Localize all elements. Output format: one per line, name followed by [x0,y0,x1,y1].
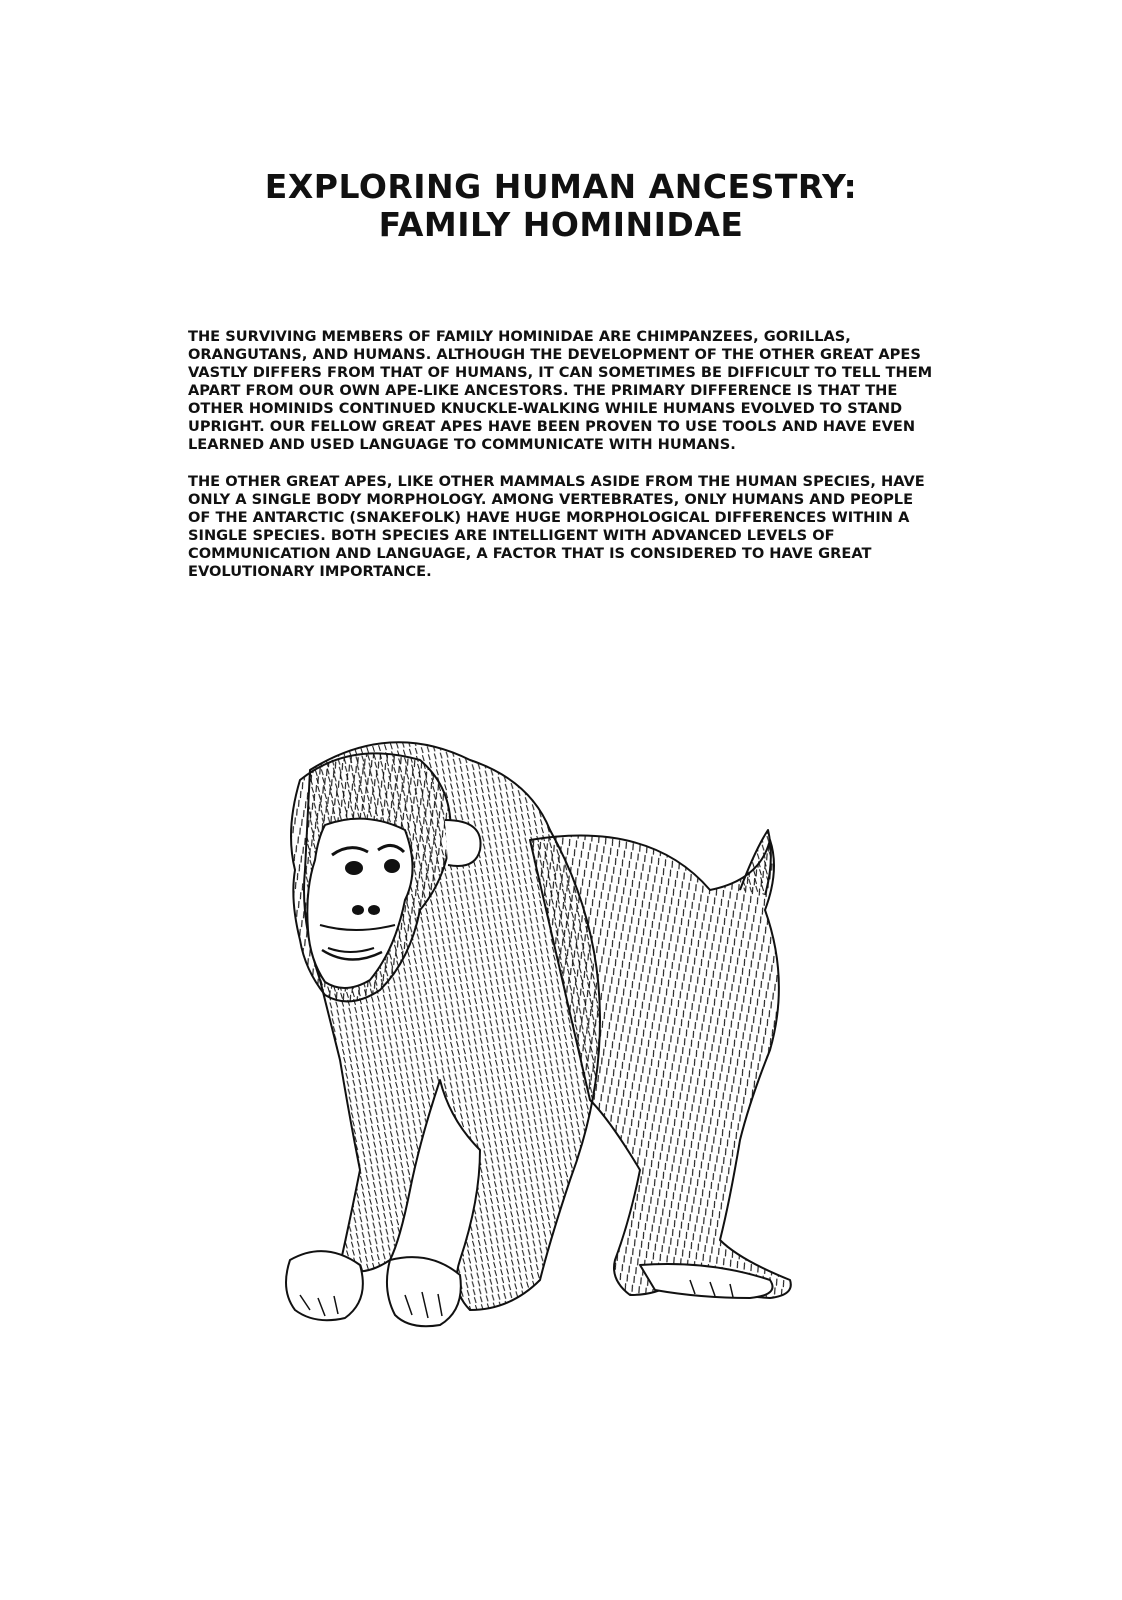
page-title-line-1: EXPLORING HUMAN ANCESTRY: [264,167,858,206]
chimpanzee-body [286,742,791,1326]
paragraph-2: THE OTHER GREAT APES, LIKE OTHER MAMMALS ASIDE FROM THE HUMAN SPECIES, HAVE ONLY A SINGLE BODY MORPHOLOGY. AMONG VERTEBRATES, ONLY HUMANS AND PEOPLE OF THE ANTARCTIC (SNAKEFOLK) HAVE HUGE MORPHOLOGICAL DIFFERENCES WITHIN A SINGLE SPECIES. BOTH SPECIES ARE INTELLIGENT WITH ADVANCED LEVELS OF COMMUNICATION AND LANGUAGE, A FACTOR THAT IS CONSIDERED TO HAVE GREAT EVOLUTIONARY IMPORTANCE. [188,473,925,580]
paragraph-1: THE SURVIVING MEMBERS OF FAMILY HOMINIDAE ARE CHIMPANZEES, GORILLAS, ORANGUTANS, AND HUMANS. ALTHOUGH THE DEVELOPMENT OF THE OTHER GREAT APES VASTLY DIFFERS FROM THAT OF HUMANS, IT CAN SOMETIMES BE DIFFICULT TO TELL THEM APART FROM OUR OWN APE-LIKE ANCESTORS. THE PRIMARY DIFFERENCE IS THAT THE OTHER HOMINIDS CONTINUED KNUCKLE-WALKING WHILE HUMANS EVOLVED TO STAND UPRIGHT. OUR FELLOW GREAT APES HAVE BEEN PROVEN TO USE TOOLS AND HAVE EVEN LEARNED AND USED LANGUAGE TO COMMUNICATE WITH HUMANS. [188,328,933,453]
chimpanzee-illustration [270,720,840,1350]
body-text [188,328,936,600]
page-title [0,168,1122,244]
page-title-line-2: FAMILY HOMINIDAE [378,205,744,244]
